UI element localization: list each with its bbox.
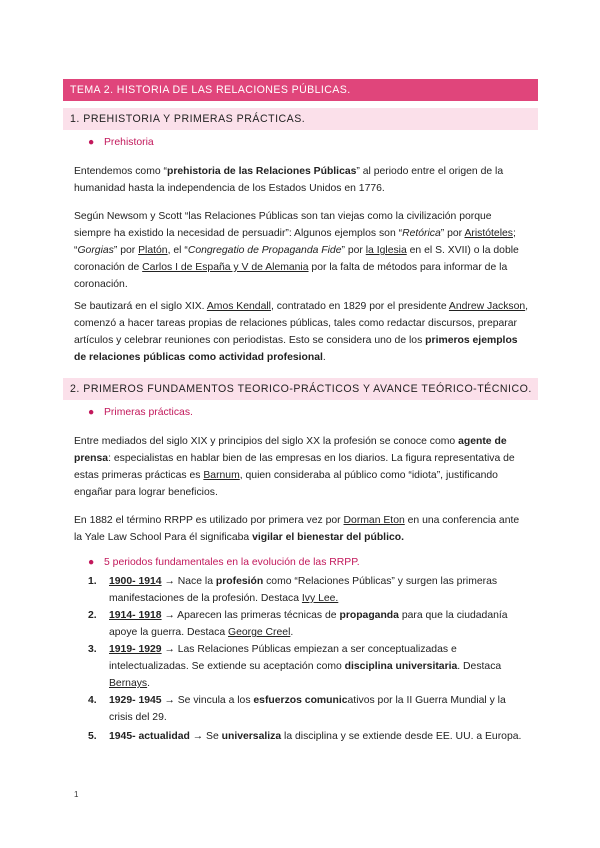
- paragraph-dorman-eton: En 1882 el término RRPP es utilizado por primera vez por Dorman Eton en una conferencia ante la Yale Law School Para él significaba vigilar el bienestar del público.: [74, 515, 520, 543]
- paragraph-amos-kendall: Se bautizará en el siglo XIX. Amos Kendall, contratado en 1829 por el presidente Andrew Jackson, comenzó a hacer tareas propias de relaciones públicas, tales como redactar discursos, preparar artículos y celebrar reuniones con periodistas. Esto se considera uno de los primeros ejemplos de relaciones públicas como actividad profesional.: [74, 301, 529, 363]
- paragraph-agente-prensa: Entre mediados del siglo XIX y principios del siglo XX la profesión se conoce como agente de prensa: especialistas en hablar bien de las empresas en los diarios. La figura representativa de estas primeras prácticas es Barnum, quien consideraba al público como “idiota”, justificando engañar para lograr beneficios.: [74, 436, 515, 498]
- link-george-creel[interactable]: George Creel: [228, 627, 291, 638]
- bullet-label: Primeras prácticas.: [104, 407, 193, 418]
- chapter-title: TEMA 2. HISTORIA DE LAS RELACIONES PÚBLICAS.: [63, 79, 538, 101]
- link-andrew-jackson[interactable]: Andrew Jackson: [448, 301, 526, 312]
- page-number: 1: [74, 790, 79, 799]
- link-platon[interactable]: Platón: [138, 245, 168, 256]
- link-iglesia[interactable]: la Iglesia: [365, 245, 407, 256]
- link-aristoteles[interactable]: Aristóteles: [464, 228, 513, 239]
- paragraph-newsom-scott: Según Newsom y Scott “las Relaciones Públicas son tan viejas como la civilización porque siempre ha existido la necesidad de persuadir”: Algunos ejemplos son “Retórica” por Aristóteles; “Gorgias” por Platón, el “Congregatio de Propaganda Fide” por la Iglesia en el S. XVII) o la doble coronación de Carlos I de España y V de Alemania por la falta de métodos para informar de la coronación.: [74, 211, 519, 290]
- bullet-dot-icon: ●: [88, 137, 95, 148]
- link-dorman-eton[interactable]: Dorman Eton: [343, 515, 405, 526]
- bullet-prehistoria: [88, 137, 154, 148]
- section-heading-2: 2. PRIMEROS FUNDAMENTOS TEORICO-PRÁCTICOS Y AVANCE TEÓRICO-TÉCNICO.: [63, 378, 538, 400]
- bullet-primeras-practicas: [88, 407, 193, 418]
- link-bernays[interactable]: Bernays: [109, 678, 148, 689]
- list-item-period-4: 4. 1929- 1945 → Se vincula a los esfuerzos comunicativos por la II Guerra Mundial y la crisis del 29.: [88, 695, 506, 723]
- paragraph-prehistoria-definition: Entendemos como “prehistoria de las Relaciones Públicas” al periodo entre el origen de la humanidad hasta la independencia de los Estados Unidos en 1776.: [74, 166, 504, 194]
- list-item-period-1: 1. 1900- 1914 → Nace la profesión como “Relaciones Públicas” y surgen las primeras manifestaciones de la profesión. Destaca Ivy Lee.: [88, 576, 498, 604]
- section-heading-1: 1. PREHISTORIA Y PRIMERAS PRÁCTICAS.: [63, 108, 538, 130]
- link-ivy-lee[interactable]: Ivy Lee.: [301, 593, 339, 604]
- bullet-dot-icon: ●: [88, 557, 95, 568]
- list-item-period-5: 5. 1945- actualidad → Se universaliza la disciplina y se extiende desde EE. UU. a Europa.: [88, 731, 522, 742]
- link-barnum[interactable]: Barnum: [203, 470, 240, 481]
- bullet-periodos: [88, 557, 360, 568]
- bullet-dot-icon: ●: [88, 407, 95, 418]
- bullet-label: 5 periodos fundamentales en la evolución de las RRPP.: [104, 557, 360, 568]
- bullet-label: Prehistoria: [104, 137, 154, 148]
- list-item-period-2: 2. 1914- 1918 → Aparecen las primeras técnicas de propaganda para que la ciudadanía apoye la guerra. Destaca George Creel.: [88, 610, 508, 638]
- list-item-period-3: 3. 1919- 1929 → Las Relaciones Públicas empiezan a ser conceptualizadas e intelectualizadas. Se extiende su aceptación como disciplina universitaria. Destaca Bernays.: [88, 644, 502, 689]
- link-carlos-i[interactable]: Carlos I de España y V de Alemania: [142, 262, 309, 273]
- link-amos-kendall[interactable]: Amos Kendall: [206, 301, 271, 312]
